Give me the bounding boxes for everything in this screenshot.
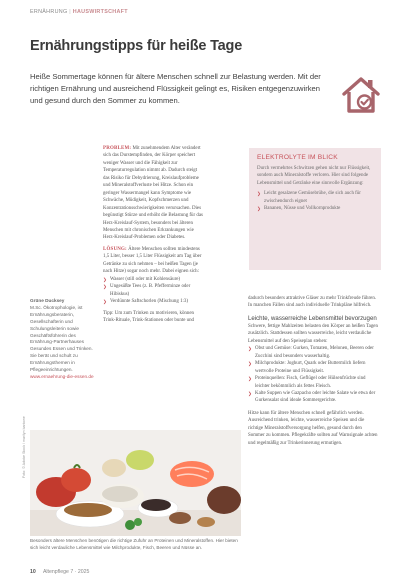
drink-list	[103, 276, 203, 306]
intro-paragraph: dadurch besonders attraktive Gläser zu mehr Trinkfreude führen. In manchen Fällen sind auch individuelle Trinkpläne hilfreich.	[248, 296, 377, 309]
loesung-text: Ältere Menschen sollten mindestens 1,5 Liter, besser 1,5 Liter Flüssigkeit am Tag über Getränke zu sich nehmen – bei heißen Tagen (je nach Hitze) sogar noch mehr. Dabei eignen sich:	[103, 246, 202, 275]
list-item: ❯ Proteinquellen: Fisch, Geflügel oder Hülsenfrüchte sind leichter bekömmlich als fettes Fleisch.	[248, 375, 378, 390]
page-number: 10	[30, 569, 36, 575]
photo-credit: Foto: © Adobe Stock / marilyn barbone	[22, 416, 26, 478]
problem-label: PROBLEM:	[103, 146, 132, 151]
list-item: ❯ Verdünnte Saftschorlen (Mischung 1:3)	[103, 298, 203, 305]
author-name: Grüne Ducksey	[30, 298, 65, 303]
subheading: Leichte, wasserreiche Lebensmittel bevorzugen	[248, 314, 377, 322]
photo-caption: Besonders ältere Menschen benötigen die richtige Zufuhr an Proteinen und Mineralstoffen. Hier bieten sich leicht verdauliche Lebensmittel wie Milchprodukte, Fisch, Beeren und Nüsse an.	[30, 538, 238, 550]
list-item: ❯ Wasser (still oder mit Kohlensäure)	[103, 276, 203, 283]
article-title: Ernährungstipps für heiße Tage	[30, 38, 243, 54]
author-note	[30, 298, 98, 381]
infobox-list	[257, 190, 375, 212]
list-item: ❯ Milchprodukte: Joghurt, Quark oder Buttermilch liefern wertvolle Proteine und Flüssigkeit.	[248, 360, 378, 375]
article-lead: Heiße Sommertage können für ältere Menschen schnell zur Belastung werden. Mit der richtigen Ernährung und ausreichend Flüssigkeit gelingt es, Risiken entgegenzuwirken und gesund durch den Sommer zu kommen.	[30, 72, 321, 105]
header-kicker	[30, 9, 128, 15]
problem-paragraph	[103, 145, 203, 242]
list-item: ❯ Obst und Gemüse: Gurken, Tomaten, Melonen, Beeren oder Zucchini sind besonders wasserhaltig.	[248, 345, 378, 360]
infobox-body	[257, 165, 375, 213]
loesung-paragraph	[103, 246, 203, 276]
body-paragraph: Schwere, fettige Mahlzeiten belasten den Körper an heißen Tagen zusätzlich. Stattdessen sollten wasserreiche, leicht verdauliche Lebensmittel auf den Speiseplan stehen:	[248, 323, 378, 344]
loesung-label: LÖSUNG:	[103, 246, 127, 252]
outro-paragraph: Hitze kann für ältere Menschen schnell gefährlich werden. Ausreichend trinken, leichte, wasserreiche Speisen und die richtige Mineralstoffversorgung helfen, gesund durch den Sommer zu kommen. Pflegekräfte sollten auf Warnsignale achten und regelmäßig zur Trinkerinnerung ermutigen.	[248, 410, 378, 446]
issue-label: Altenpflege 7 · 2025	[42, 569, 90, 575]
article-column-right	[248, 295, 378, 447]
author-contact: www.ernaehrung-die-essen.de	[30, 373, 94, 379]
food-photo	[30, 430, 241, 536]
house-check-icon	[340, 74, 382, 116]
food-list	[248, 345, 378, 405]
kicker-section: HAUSWIRTSCHAFT	[72, 9, 128, 15]
infobox-title: ELEKTROLYTE IM BLICK	[257, 154, 338, 161]
infobox-text: Durch vermehrtes Schwitzen gehen nicht nur Flüssigkeit, sondern auch Mineralstoffe verloren. Hier sind folgende Lebensmittel und Getränke eine sinnvolle Ergänzung:	[257, 166, 371, 186]
list-item: ❯ Ungesüßte Tees (z. B. Pfefferminze oder Hibiskus)	[103, 283, 203, 298]
page-footer	[30, 569, 89, 575]
food-illustration	[30, 430, 241, 536]
kicker-category: ERNÄHRUNG	[30, 9, 68, 15]
article-column-middle	[103, 145, 203, 324]
list-item: ❯ Leicht gesalzene Gemüsebrühe, die sich auch für zwischendurch eignet	[257, 190, 375, 205]
kicker-separator: |	[69, 9, 73, 15]
tipp-paragraph: Tipp: Um zum Trinken zu motivieren, können Trink-Rituale, Trink-Stationen oder bunte und	[103, 310, 195, 323]
author-bio: M.Sc. Ökotrophologie, ist Ernährungsberaterin, Gesellschafterin und Schulungsleiterin sowie Geschäftsführerin des Ernährung-Partnerhauses Gesundes Essen und Trinken. Sie berät und schult zu Ernährungsthemen in Pflegeeinrichtungen.	[30, 304, 93, 373]
list-item: ❯ Kalte Suppen wie Gazpacho oder leichte Salate wie etwa der Gurkensalat sind ideale Sommergerichte.	[248, 390, 378, 405]
infobox-elektrolyte	[249, 148, 381, 270]
list-item: ❯ Bananen, Nüsse und Vollkornprodukte	[257, 205, 375, 212]
problem-text: Mit zunehmendem Alter verändert sich das Durstempfinden, der Körper speichert weniger Wasser und die Fähigkeit zur Temperaturregulation nimmt ab. Dadurch steigt das Risiko für Dehydrierung, Kreislaufprobleme und Mineralstoffverluste bei Hitze. Schon ein geringer Wassermangel kann Symptome wie Schwäche, Müdigkeit, Kopfschmerzen und Konzentrationsschwierigkeiten verursachen. Dies begünstigt Stürze und erhöht die Belastung für das Herz-Kreislauf-System, besonders bei älteren Menschen mit chronischen Erkrankungen wie Herz-Kreislauf-Problemen oder Diabetes.	[103, 146, 203, 241]
